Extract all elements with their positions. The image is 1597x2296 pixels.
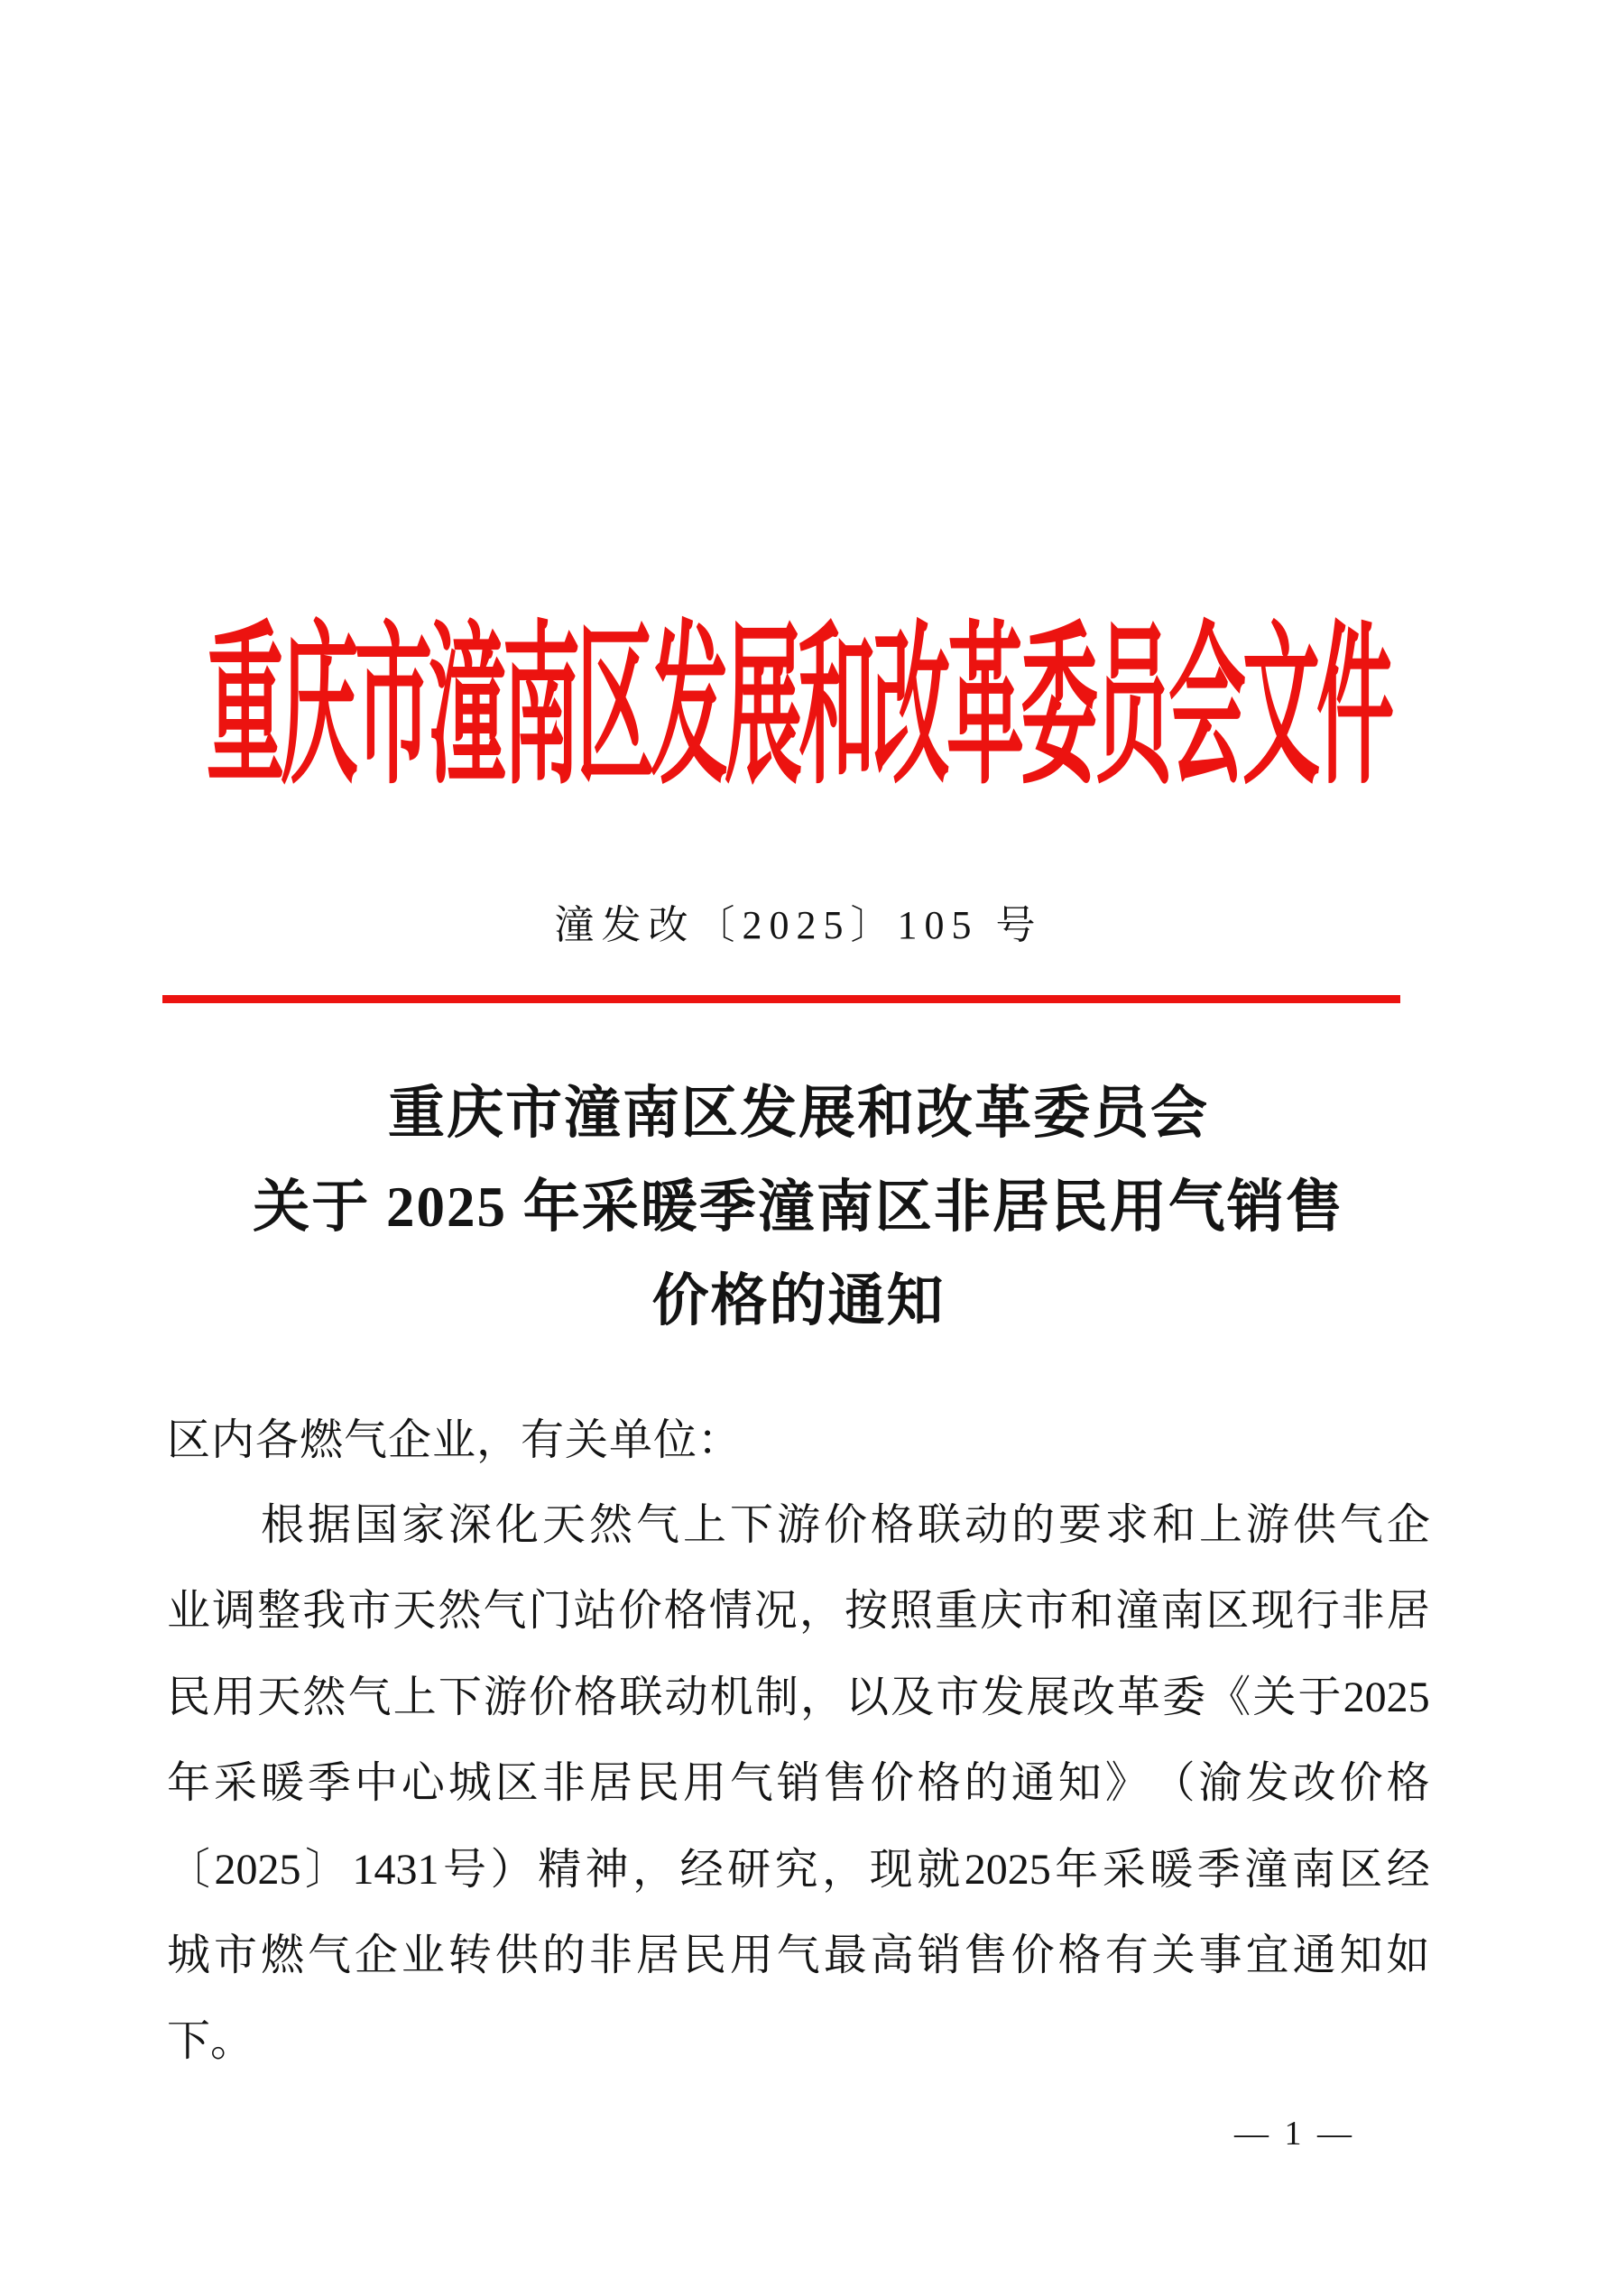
paragraph-line: 民 用 天 然 气 上 下 游 价 格 联 动 机 制 ， 以 及 市 发 展 改 革 委 《 关 于 2025: [167, 1673, 1430, 1721]
body-paragraph: [167, 1503, 1430, 2106]
red-divider-line: [162, 995, 1400, 1003]
paragraph-line: 城 市 燃 气 企 业 转 供 的 非 居 民 用 气 最 高 销 售 价 格 有 关 事 宜 通 知 如: [167, 1931, 1430, 1979]
page-number: — 1 —: [1234, 2115, 1355, 2153]
masthead-title: 重庆市潼南区发展和改革委员会文件: [207, 610, 1390, 806]
document-title: [0, 1066, 1597, 1348]
paragraph-line: 〔 2025 〕 1431 号 ） 精 神 ， 经 研 究 ， 现 就 2025 年 采 暖 季 潼 南 区 经: [167, 1845, 1430, 1894]
title-line-1: 重庆市潼南区发展和改革委员会: [388, 1082, 1209, 1145]
salutation-line: 区内各燃气企业，有关单位：: [167, 1416, 743, 1464]
red-masthead: [0, 610, 1597, 806]
paragraph-line: 业 调 整 我 市 天 然 气 门 站 价 格 情 况 ， 按 照 重 庆 市 和 潼 南 区 现 行 非 居: [167, 1587, 1430, 1636]
paragraph-line: 根 据 国 家 深 化 天 然 气 上 下 游 价 格 联 动 的 要 求 和 上 游 供 气 企: [260, 1501, 1430, 1549]
document-number: 潼发改〔2025〕105 号: [554, 903, 1043, 947]
title-line-3: 价格的通知: [651, 1269, 946, 1332]
paragraph-line: 下。: [167, 2017, 254, 2066]
title-line-2: 关于 2025 年采暖季潼南区非居民用气销售: [253, 1176, 1344, 1239]
paragraph-line: 年 采 暖 季 中 心 城 区 非 居 民 用 气 销 售 价 格 的 通 知 》 （ 渝 发 改 价 格: [167, 1759, 1430, 1808]
